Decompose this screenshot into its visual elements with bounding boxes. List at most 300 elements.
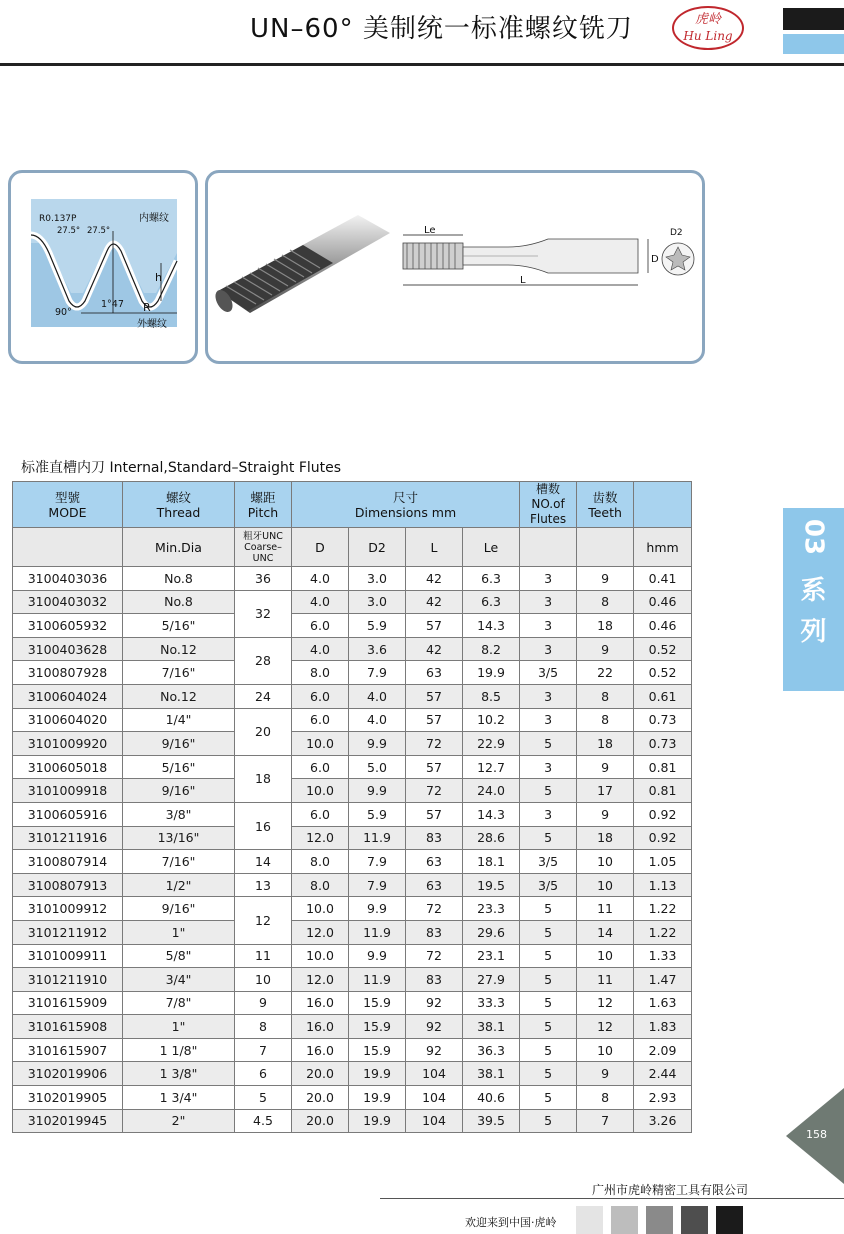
- cell-le: 14.3: [463, 614, 520, 638]
- cell-flutes: 5: [520, 732, 577, 756]
- cell-d: 6.0: [292, 614, 349, 638]
- cell-d: 6.0: [292, 802, 349, 826]
- cell-pitch: 14: [235, 850, 292, 874]
- table-row: [13, 1086, 692, 1110]
- cell-pitch: 4.5: [235, 1109, 292, 1133]
- cell-pitch: 10: [235, 968, 292, 992]
- cell-l: 57: [406, 708, 463, 732]
- cell-mode: 3101009920: [13, 732, 123, 756]
- drawing-thread-part: [403, 243, 463, 269]
- cell-thread: 5/8": [123, 944, 235, 968]
- cell-mode: 3100403628: [13, 637, 123, 661]
- sub-mode: [13, 528, 123, 567]
- cell-teeth: 11: [577, 897, 634, 921]
- cell-pitch: 28: [235, 637, 292, 684]
- cell-flutes: 3: [520, 637, 577, 661]
- cell-teeth: 8: [577, 708, 634, 732]
- cell-thread: 1 3/8": [123, 1062, 235, 1086]
- cell-flutes: 5: [520, 1086, 577, 1110]
- cell-pitch: 6: [235, 1062, 292, 1086]
- cell-flutes: 5: [520, 991, 577, 1015]
- cutter-illustration: [208, 173, 702, 361]
- cell-le: 38.1: [463, 1062, 520, 1086]
- cell-le: 8.2: [463, 637, 520, 661]
- table-row: [13, 1015, 692, 1039]
- cell-flutes: 5: [520, 779, 577, 803]
- cell-thread: No.12: [123, 637, 235, 661]
- cell-d2: 7.9: [349, 661, 406, 685]
- cell-flutes: 3: [520, 802, 577, 826]
- cell-pitch: 5: [235, 1086, 292, 1110]
- cell-mode: 3101009918: [13, 779, 123, 803]
- cell-pitch: 8: [235, 1015, 292, 1039]
- sub-pitch-unc: 粗牙UNC Coarse–UNC: [235, 528, 292, 567]
- cell-pitch: 24: [235, 684, 292, 708]
- cell-thread: 5/16": [123, 614, 235, 638]
- cell-hmm: 0.92: [634, 802, 692, 826]
- cell-teeth: 7: [577, 1109, 634, 1133]
- cell-l: 72: [406, 944, 463, 968]
- sub-d: D: [292, 528, 349, 567]
- sub-d2: D2: [349, 528, 406, 567]
- cell-d: 12.0: [292, 920, 349, 944]
- cell-hmm: 1.63: [634, 991, 692, 1015]
- cell-le: 29.6: [463, 920, 520, 944]
- table-header-row: [13, 482, 692, 528]
- cell-le: 22.9: [463, 732, 520, 756]
- cell-hmm: 0.61: [634, 684, 692, 708]
- cell-mode: 3100605018: [13, 755, 123, 779]
- cell-thread: 9/16": [123, 897, 235, 921]
- cell-pitch: 9: [235, 991, 292, 1015]
- label-r0137p: R0.137P: [39, 214, 77, 224]
- cell-d: 20.0: [292, 1062, 349, 1086]
- cell-mode: 3100807914: [13, 850, 123, 874]
- cell-mode: 3100604024: [13, 684, 123, 708]
- sub-l: L: [406, 528, 463, 567]
- cell-l: 57: [406, 684, 463, 708]
- cell-flutes: 3: [520, 755, 577, 779]
- cell-hmm: 0.41: [634, 567, 692, 591]
- cell-hmm: 0.52: [634, 661, 692, 685]
- cell-teeth: 10: [577, 1038, 634, 1062]
- logo-en: Hu Ling: [683, 29, 733, 43]
- cell-l: 104: [406, 1062, 463, 1086]
- cell-d2: 15.9: [349, 1038, 406, 1062]
- cell-le: 27.9: [463, 968, 520, 992]
- cell-teeth: 14: [577, 920, 634, 944]
- cell-d: 6.0: [292, 684, 349, 708]
- cell-hmm: 0.52: [634, 637, 692, 661]
- col-hmm-top: [634, 482, 692, 528]
- col-flutes: 槽数 NO.of Flutes: [520, 482, 577, 528]
- cell-d: 8.0: [292, 661, 349, 685]
- cell-le: 23.1: [463, 944, 520, 968]
- cell-mode: 3101009912: [13, 897, 123, 921]
- cell-thread: No.8: [123, 567, 235, 591]
- cell-thread: 5/16": [123, 755, 235, 779]
- cell-hmm: 0.46: [634, 590, 692, 614]
- series-side-tab: [783, 508, 844, 691]
- cell-hmm: 0.92: [634, 826, 692, 850]
- cell-hmm: 1.05: [634, 850, 692, 874]
- cell-l: 63: [406, 661, 463, 685]
- page-number: 158: [806, 1128, 827, 1141]
- cell-thread: 9/16": [123, 732, 235, 756]
- label-90-degree: 90°: [55, 307, 72, 318]
- cell-hmm: 0.46: [634, 614, 692, 638]
- cell-le: 24.0: [463, 779, 520, 803]
- cell-flutes: 3: [520, 708, 577, 732]
- header-divider: [0, 63, 844, 66]
- cell-d: 10.0: [292, 779, 349, 803]
- cell-le: 28.6: [463, 826, 520, 850]
- cell-l: 104: [406, 1109, 463, 1133]
- cell-hmm: 2.93: [634, 1086, 692, 1110]
- cell-d2: 19.9: [349, 1109, 406, 1133]
- cell-l: 42: [406, 590, 463, 614]
- table-row: [13, 1062, 692, 1086]
- swatch-1: [576, 1206, 603, 1234]
- cell-le: 10.2: [463, 708, 520, 732]
- cell-pitch: 11: [235, 944, 292, 968]
- cell-teeth: 9: [577, 567, 634, 591]
- cell-teeth: 9: [577, 755, 634, 779]
- cell-le: 8.5: [463, 684, 520, 708]
- swatch-4: [681, 1206, 708, 1234]
- cell-pitch: 7: [235, 1038, 292, 1062]
- cell-le: 36.3: [463, 1038, 520, 1062]
- cell-mode: 3100604020: [13, 708, 123, 732]
- cell-flutes: 3: [520, 590, 577, 614]
- cell-thread: No.12: [123, 684, 235, 708]
- cell-d2: 15.9: [349, 1015, 406, 1039]
- cell-flutes: 3: [520, 567, 577, 591]
- table-row: [13, 850, 692, 874]
- cell-d: 6.0: [292, 755, 349, 779]
- cell-d: 4.0: [292, 637, 349, 661]
- label-D: D: [651, 254, 659, 265]
- cell-le: 39.5: [463, 1109, 520, 1133]
- cell-flutes: 5: [520, 920, 577, 944]
- cell-d: 12.0: [292, 826, 349, 850]
- col-thread: 螺纹 Thread: [123, 482, 235, 528]
- label-R: R: [143, 301, 151, 314]
- cell-d: 10.0: [292, 897, 349, 921]
- cell-l: 57: [406, 614, 463, 638]
- section-title: 标准直槽内刀 Internal,Standard–Straight Flutes: [21, 460, 342, 476]
- cell-d2: 7.9: [349, 873, 406, 897]
- cell-d: 8.0: [292, 873, 349, 897]
- table-row: [13, 755, 692, 779]
- cell-teeth: 8: [577, 1086, 634, 1110]
- cell-flutes: 5: [520, 1015, 577, 1039]
- cell-hmm: 1.22: [634, 897, 692, 921]
- cell-d2: 9.9: [349, 732, 406, 756]
- cell-flutes: 5: [520, 944, 577, 968]
- table-row: [13, 779, 692, 803]
- cell-hmm: 0.81: [634, 755, 692, 779]
- cell-d: 20.0: [292, 1086, 349, 1110]
- cell-flutes: 5: [520, 1109, 577, 1133]
- cell-hmm: 0.73: [634, 732, 692, 756]
- cell-mode: 3102019905: [13, 1086, 123, 1110]
- cell-teeth: 17: [577, 779, 634, 803]
- table-row: [13, 567, 692, 591]
- cell-d2: 19.9: [349, 1086, 406, 1110]
- cell-mode: 3100403032: [13, 590, 123, 614]
- swatch-3: [646, 1206, 673, 1234]
- table-row: [13, 826, 692, 850]
- cell-mode: 3102019906: [13, 1062, 123, 1086]
- cell-thread: 7/8": [123, 991, 235, 1015]
- cell-le: 18.1: [463, 850, 520, 874]
- cell-l: 104: [406, 1086, 463, 1110]
- cell-mode: 3101615909: [13, 991, 123, 1015]
- cell-d2: 11.9: [349, 968, 406, 992]
- cell-l: 83: [406, 968, 463, 992]
- label-1-47: 1°47: [101, 299, 124, 310]
- cell-d2: 3.0: [349, 567, 406, 591]
- brand-logo: [672, 6, 744, 50]
- cell-teeth: 11: [577, 968, 634, 992]
- cell-le: 38.1: [463, 1015, 520, 1039]
- cell-pitch: 13: [235, 873, 292, 897]
- cell-teeth: 10: [577, 944, 634, 968]
- cell-hmm: 0.73: [634, 708, 692, 732]
- sub-flutes: [520, 528, 577, 567]
- header-black-bar: [783, 8, 844, 30]
- cell-mode: 3100807913: [13, 873, 123, 897]
- cell-l: 42: [406, 637, 463, 661]
- table-subheader-row: [13, 528, 692, 567]
- cell-d2: 9.9: [349, 897, 406, 921]
- cell-thread: 1/2": [123, 873, 235, 897]
- cell-d: 16.0: [292, 991, 349, 1015]
- cell-l: 92: [406, 991, 463, 1015]
- cell-flutes: 3/5: [520, 850, 577, 874]
- cell-d: 10.0: [292, 944, 349, 968]
- cell-d2: 9.9: [349, 944, 406, 968]
- table-row: [13, 708, 692, 732]
- table-row: [13, 661, 692, 685]
- cell-thread: No.8: [123, 590, 235, 614]
- cell-hmm: 1.22: [634, 920, 692, 944]
- cell-le: 33.3: [463, 991, 520, 1015]
- cell-mode: 3101211912: [13, 920, 123, 944]
- cell-l: 57: [406, 755, 463, 779]
- label-Le: Le: [424, 225, 436, 236]
- cell-teeth: 9: [577, 1062, 634, 1086]
- cell-l: 72: [406, 732, 463, 756]
- cell-hmm: 1.33: [634, 944, 692, 968]
- cell-hmm: 0.81: [634, 779, 692, 803]
- cell-flutes: 3: [520, 684, 577, 708]
- cell-l: 92: [406, 1038, 463, 1062]
- cell-d: 4.0: [292, 590, 349, 614]
- col-pitch: 螺距 Pitch: [235, 482, 292, 528]
- cell-pitch: 18: [235, 755, 292, 802]
- cell-d2: 5.9: [349, 802, 406, 826]
- cell-teeth: 18: [577, 826, 634, 850]
- cell-d2: 11.9: [349, 920, 406, 944]
- cell-thread: 3/8": [123, 802, 235, 826]
- table-row: [13, 590, 692, 614]
- col-dimensions: 尺寸 Dimensions mm: [292, 482, 520, 528]
- cell-d: 20.0: [292, 1109, 349, 1133]
- logo-cn: 虎岭: [694, 12, 721, 27]
- thread-profile-panel: [8, 170, 198, 364]
- col-teeth: 齿数 Teeth: [577, 482, 634, 528]
- sub-hmm: hmm: [634, 528, 692, 567]
- cell-l: 42: [406, 567, 463, 591]
- table-row: [13, 944, 692, 968]
- cell-mode: 3100605916: [13, 802, 123, 826]
- cell-d: 8.0: [292, 850, 349, 874]
- cell-flutes: 3: [520, 614, 577, 638]
- cell-d2: 19.9: [349, 1062, 406, 1086]
- cell-d: 12.0: [292, 968, 349, 992]
- welcome-text: 欢迎来到中国·虎岭: [465, 1216, 557, 1229]
- label-angle-right: 27.5°: [87, 226, 111, 236]
- table-row: [13, 802, 692, 826]
- cutter-photo: [212, 215, 390, 315]
- cell-hmm: 2.44: [634, 1062, 692, 1086]
- cell-d: 16.0: [292, 1015, 349, 1039]
- cell-teeth: 9: [577, 637, 634, 661]
- cell-mode: 3102019945: [13, 1109, 123, 1133]
- cell-mode: 3101615907: [13, 1038, 123, 1062]
- table-row: [13, 1038, 692, 1062]
- cell-mode: 3101211910: [13, 968, 123, 992]
- cell-d: 10.0: [292, 732, 349, 756]
- cell-le: 6.3: [463, 567, 520, 591]
- page-title: UN–60° 美制统一标准螺纹铣刀: [250, 14, 633, 44]
- footer-divider: [380, 1198, 844, 1199]
- cell-mode: 3101615908: [13, 1015, 123, 1039]
- cell-teeth: 8: [577, 684, 634, 708]
- header-blue-bar: [783, 34, 844, 54]
- cell-teeth: 8: [577, 590, 634, 614]
- cell-l: 92: [406, 1015, 463, 1039]
- cell-flutes: 5: [520, 1062, 577, 1086]
- cell-d2: 5.9: [349, 614, 406, 638]
- table-row: [13, 873, 692, 897]
- cell-hmm: 1.47: [634, 968, 692, 992]
- cell-d: 6.0: [292, 708, 349, 732]
- cell-mode: 3100403036: [13, 567, 123, 591]
- cell-pitch: 20: [235, 708, 292, 755]
- cell-thread: 1": [123, 1015, 235, 1039]
- table-row: [13, 614, 692, 638]
- cell-l: 63: [406, 873, 463, 897]
- cell-thread: 7/16": [123, 661, 235, 685]
- cell-teeth: 22: [577, 661, 634, 685]
- sub-teeth: [577, 528, 634, 567]
- cell-d2: 5.0: [349, 755, 406, 779]
- cell-d2: 7.9: [349, 850, 406, 874]
- thread-profile-diagram: [11, 173, 195, 361]
- cell-thread: 7/16": [123, 850, 235, 874]
- cell-l: 72: [406, 897, 463, 921]
- cell-mode: 3100807928: [13, 661, 123, 685]
- dimension-drawing: [403, 225, 694, 286]
- table-row: [13, 897, 692, 921]
- cell-d2: 4.0: [349, 708, 406, 732]
- cell-teeth: 18: [577, 732, 634, 756]
- cell-l: 72: [406, 779, 463, 803]
- series-text-1: 系: [800, 576, 827, 606]
- label-angle-left: 27.5°: [57, 226, 81, 236]
- cell-thread: 1 3/4": [123, 1086, 235, 1110]
- col-mode: 型號 MODE: [13, 482, 123, 528]
- cell-pitch: 36: [235, 567, 292, 591]
- table-row: [13, 968, 692, 992]
- cell-pitch: 32: [235, 590, 292, 637]
- cell-thread: 1/4": [123, 708, 235, 732]
- cell-d2: 4.0: [349, 684, 406, 708]
- cell-l: 57: [406, 802, 463, 826]
- cell-hmm: 3.26: [634, 1109, 692, 1133]
- cell-le: 14.3: [463, 802, 520, 826]
- series-number: 03: [798, 518, 829, 556]
- table-row: [13, 1109, 692, 1133]
- sub-le: Le: [463, 528, 520, 567]
- table-row: [13, 920, 692, 944]
- cell-hmm: 1.83: [634, 1015, 692, 1039]
- cell-d: 4.0: [292, 567, 349, 591]
- swatch-2: [611, 1206, 638, 1234]
- cell-mode: 3101211916: [13, 826, 123, 850]
- cell-le: 6.3: [463, 590, 520, 614]
- table-row: [13, 991, 692, 1015]
- cell-d: 16.0: [292, 1038, 349, 1062]
- cell-pitch: 12: [235, 897, 292, 944]
- sub-min-dia: Min.Dia: [123, 528, 235, 567]
- spec-table: [12, 481, 692, 1133]
- label-D2: D2: [670, 228, 683, 238]
- cell-d2: 11.9: [349, 826, 406, 850]
- cell-flutes: 3/5: [520, 873, 577, 897]
- cell-le: 23.3: [463, 897, 520, 921]
- cell-teeth: 12: [577, 991, 634, 1015]
- cell-thread: 13/16": [123, 826, 235, 850]
- label-L: L: [520, 275, 526, 286]
- cell-flutes: 5: [520, 968, 577, 992]
- cell-thread: 2": [123, 1109, 235, 1133]
- cell-teeth: 9: [577, 802, 634, 826]
- table-row: [13, 684, 692, 708]
- label-internal-thread: 内螺纹: [139, 213, 169, 224]
- cell-teeth: 10: [577, 850, 634, 874]
- cell-le: 19.9: [463, 661, 520, 685]
- cell-teeth: 18: [577, 614, 634, 638]
- cell-thread: 3/4": [123, 968, 235, 992]
- cell-thread: 9/16": [123, 779, 235, 803]
- cell-pitch: 16: [235, 802, 292, 849]
- cell-mode: 3101009911: [13, 944, 123, 968]
- cell-l: 83: [406, 920, 463, 944]
- cell-l: 83: [406, 826, 463, 850]
- cell-thread: 1": [123, 920, 235, 944]
- cell-le: 12.7: [463, 755, 520, 779]
- cell-hmm: 2.09: [634, 1038, 692, 1062]
- cell-flutes: 3/5: [520, 661, 577, 685]
- label-external-thread: 外螺纹: [137, 319, 167, 330]
- cell-d2: 3.6: [349, 637, 406, 661]
- cell-hmm: 1.13: [634, 873, 692, 897]
- cell-l: 63: [406, 850, 463, 874]
